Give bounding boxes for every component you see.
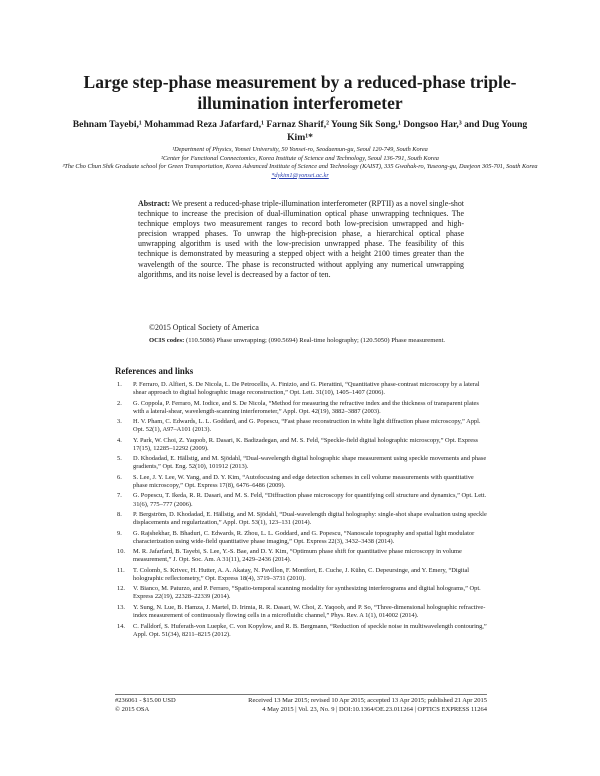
footer-citation: 4 May 2015 | Vol. 23, No. 9 | DOI:10.1364/OE.23.011264 | OPTICS EXPRESS 11264 xyxy=(262,706,487,713)
reference-text: G. Coppola, P. Ferraro, M. Iodice, and S. De Nicola, “Method for measuring the refractive index and the thickness of transparent plates with a lateral-shear, wavelength-scanning interferometer,” Appl. Opt. 42(19), 3882–3887 (2003). xyxy=(133,399,479,415)
ocis-label: OCIS codes: xyxy=(149,337,185,344)
author-list: Behnam Tayebi,¹ Mohammad Reza Jafarfard,¹ Farnaz Sharif,² Young Sik Song,¹ Dongsoo Har,³ and Dug Young Kim¹* xyxy=(72,119,528,143)
footer-line-2 xyxy=(115,706,487,714)
reference-list xyxy=(117,381,489,641)
reference-text: Y. Sung, N. Lue, B. Hamza, J. Martel, D. Irimia, R. R. Dasari, W. Choi, Z. Yaqoob, and P. So, “Three-dimensional holographic refractive-index measurement of continuously flowing cells in a microfluidic channel,” Phys. Rev. A 1(1), 014002 (2014). xyxy=(133,603,486,620)
reference-item xyxy=(117,381,489,397)
reference-number: 3. xyxy=(117,418,122,426)
reference-text: D. Khodadad, E. Hällstig, and M. Sjödahl, “Dual-wavelength digital holographic shape measurement using speckle movements and phase gradients,” Opt. Eng. 52(10), 101912 (2013). xyxy=(133,455,487,471)
reference-item xyxy=(117,474,489,490)
reference-item xyxy=(117,400,489,416)
reference-text: G. Popescu, T. Ikeda, R. R. Dasari, and M. S. Feld, “Diffraction phase microscopy for quantifying cell structure and dynamics,” Opt. Lett. 31(6), 775–777 (2006). xyxy=(133,492,487,508)
reference-number: 5. xyxy=(117,455,122,463)
reference-number: 7. xyxy=(117,492,122,500)
paper-title: Large step-phase measurement by a reduced-phase triple-illumination interferometer xyxy=(83,72,517,113)
reference-item xyxy=(117,604,489,620)
reference-number: 12. xyxy=(117,585,125,593)
reference-text: V. Bianco, M. Paturzo, and P. Ferraro, “Spatio-temporal scanning modality for synthesizing interferograms and digital holograms,” Opt. Express 22(19), 22328–22339 (2014). xyxy=(133,585,481,601)
ocis-codes xyxy=(149,337,465,346)
affiliation-1: ¹Department of Physics, Yonsei University, 50 Yonsei-ro, Seodaemun-gu, Seoul 120-749, South Korea xyxy=(172,146,428,153)
reference-text: P. Ferraro, D. Alfieri, S. De Nicola, L. De Petrocellis, A. Finizio, and G. Pierattini, “Quantitative phase-contrast microscopy by a lateral shear approach to digital holographic image reconstruction,” Opt. Lett. 31(10), 1405–1407 (2006). xyxy=(133,381,480,397)
reference-item xyxy=(117,567,489,583)
reference-text: C. Falldorf, S. Huferath-von Luepke, C. von Kopylow, and R. B. Bergmann, “Reduction of speckle noise in multiwavelength contouring,” Appl. Opt. 51(34), 8211–8215 (2012). xyxy=(133,622,487,638)
affiliation-3: ³The Cho Chun Shik Graduate school for Green Transportation, Korea Advanced Institute of Science and Technology (KAIST), 335 Gwahak-ro, Yuseong-gu, Daejeon 305-701, South Korea xyxy=(62,163,538,171)
reference-text: T. Colomb, S. Krivec, H. Hutter, A. A. Akatay, N. Pavillon, F. Montfort, E. Cuche, J. Kühn, C. Depeursinge, and Y. Emery, “Digital holographic reflectometry,” Opt. Express 18(4), 3719–3731 (2010). xyxy=(133,566,470,582)
reference-number: 10. xyxy=(117,548,125,556)
reference-item xyxy=(117,548,489,564)
footer-divider xyxy=(115,694,487,695)
affiliations xyxy=(60,146,540,180)
footer-copyright: © 2015 OSA xyxy=(115,706,150,713)
reference-text: S. Lee, J. Y. Lee, W. Yang, and D. Y. Kim, “Autofocusing and edge detection schemes in cell volume measurements with quantitative phase microscopy,” Opt. Express 17(8), 6476–6486 (2009). xyxy=(133,473,474,489)
footer-article-id: #236061 - $15.00 USD xyxy=(115,697,176,704)
ocis-text: (110.5086) Phase unwrapping; (090.5694) Real-time holography; (120.5050) Phase measurement. xyxy=(184,337,446,344)
reference-number: 6. xyxy=(117,473,122,481)
reference-number: 8. xyxy=(117,511,122,519)
reference-number: 2. xyxy=(117,399,122,407)
reference-text: G. Rajshekhar, B. Bhaduri, C. Edwards, R. Zhou, L. L. Goddard, and G. Popescu, “Nanoscale topography and spatial light modulator characterization using wide-field quantitative phase imaging,” Opt. Express 22(3), 3432–3438 (2014). xyxy=(133,529,475,545)
reference-number: 13. xyxy=(117,603,125,611)
abstract-text: We present a reduced-phase triple-illumination interferometer (RPTII) as a novel single-shot technique to increase the precision of dual-illumination optical phase unwrapping techniques. The technique employs two measurement ranges to record both low-precision unwrapped and high-precision wrapped phases. To unwrap the high-precision phase, a hierarchical optical phase unwrapping algorithm is used with the low-precision unwrapped phase. The feasibility of this technique is demonstrated by measuring a stepped object with a height 2100 times greater than the wavelength of the source. The phase is reconstructed without applying any numerical unwrapping algorithms, and its noise level is decreased by a factor of ten. xyxy=(138,199,464,279)
reference-item xyxy=(117,585,489,601)
abstract xyxy=(138,199,464,280)
affiliation-2: ²Center for Functional Connectomics, Korea Institute of Science and Technology, Seoul 136-791, South Korea xyxy=(161,154,439,162)
copyright-notice: ©2015 Optical Society of America xyxy=(149,323,259,332)
corresponding-email-link[interactable]: *dykim1@yonsei.ac.kr xyxy=(271,171,329,179)
reference-number: 4. xyxy=(117,436,122,444)
reference-item xyxy=(117,492,489,508)
abstract-label: Abstract: xyxy=(138,199,170,208)
reference-text: M. R. Jafarfard, B. Tayebi, S. Lee, Y.-S. Bae, and D. Y. Kim, “Optimum phase shift for quantitative phase microscopy in volume measurement,” J. Opt. Soc. Am. A 31(11), 2429–2436 (2014). xyxy=(133,548,462,564)
reference-item xyxy=(117,623,489,639)
reference-item xyxy=(117,437,489,453)
reference-text: Y. Park, W. Choi, Z. Yaqoob, R. Dasari, K. Badizadegan, and M. S. Feld, “Speckle-field digital holographic microscopy,” Opt. Express 17(15), 12285–12292 (2009). xyxy=(133,436,479,452)
reference-number: 11. xyxy=(117,566,125,574)
reference-number: 1. xyxy=(117,381,122,388)
references-heading: References and links xyxy=(115,366,194,376)
reference-item xyxy=(117,511,489,527)
reference-item xyxy=(117,455,489,471)
footer-dates: Received 13 Mar 2015; revised 10 Apr 2015; accepted 13 Apr 2015; published 21 Apr 2015 xyxy=(248,697,487,704)
footer-line-1 xyxy=(115,697,487,705)
reference-text: P. Bergström, D. Khodadad, E. Hällstig, and M. Sjödahl, “Dual-wavelength digital holography: single-shot shape evaluation using speckle displacements and regularization,” Appl. Opt. 53(1), 123–131 (2014). xyxy=(133,511,487,527)
reference-number: 14. xyxy=(117,622,125,630)
reference-number: 9. xyxy=(117,529,122,537)
reference-text: H. V. Pham, C. Edwards, L. L. Goddard, and G. Popescu, “Fast phase reconstruction in white light diffraction phase microscopy,” Appl. Opt. 52(1), A97–A101 (2013). xyxy=(133,418,481,434)
reference-item xyxy=(117,418,489,434)
reference-item xyxy=(117,530,489,546)
